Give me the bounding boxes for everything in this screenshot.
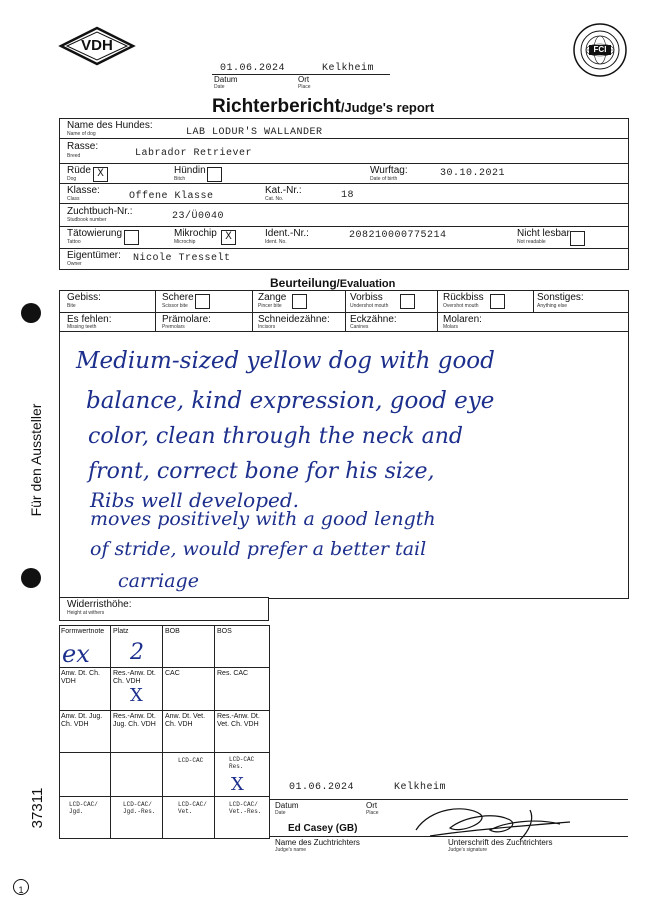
lcd-cac-stamp: LCD-CAC bbox=[178, 757, 204, 764]
fci-logo bbox=[572, 22, 628, 78]
dob-sub: Date of birth bbox=[370, 176, 398, 182]
unreadable-checkbox[interactable] bbox=[570, 231, 585, 246]
lcd-cac-jgd-stamp: LCD-CAC/ Jgd. bbox=[69, 801, 98, 815]
owner-label: Eigentümer: bbox=[67, 250, 121, 261]
chip-label: Mikrochip bbox=[174, 228, 217, 239]
footer-judge-sub: Judge's name bbox=[275, 847, 306, 853]
chip-sub: Microchip bbox=[174, 239, 196, 245]
overshot-sub: Overshot mouth bbox=[443, 303, 479, 309]
grade-value: ex bbox=[62, 640, 90, 668]
res-anw-dt-ch: Res.-Anw. Dt. Ch. VDH bbox=[113, 670, 156, 685]
vdh-logo bbox=[58, 25, 136, 67]
footer-place-sub: Place bbox=[366, 810, 379, 816]
page-number-circle bbox=[13, 879, 29, 895]
col-divider bbox=[437, 290, 438, 332]
vdh-logo-text: VDH bbox=[81, 37, 113, 54]
grid-row bbox=[59, 667, 269, 668]
breed-sub: Breed bbox=[67, 153, 81, 159]
undershot-label: Vorbiss bbox=[350, 292, 383, 303]
studbook-sub: Studbook number bbox=[67, 217, 107, 223]
row-divider bbox=[59, 163, 628, 164]
female-label: Hündin bbox=[174, 165, 206, 176]
place-label: Platz bbox=[113, 628, 129, 635]
female-sub: Bitch bbox=[174, 176, 186, 182]
handwritten-line: of stride, would prefer a better tail bbox=[90, 538, 427, 560]
bite-label: Gebiss: bbox=[67, 292, 101, 303]
fci-logo-text: FCI bbox=[593, 45, 607, 54]
missing-sub: Missing teeth bbox=[67, 324, 97, 330]
res-anw-vet-ch: Res.-Anw. Dt. Vet. Ch. VDH bbox=[217, 713, 260, 728]
overshot-checkbox[interactable] bbox=[490, 294, 505, 309]
row-divider bbox=[59, 331, 628, 332]
doc-number: 37311 bbox=[29, 787, 46, 829]
owner-value: Nicole Tresselt bbox=[133, 253, 231, 264]
unreadable-label: Nicht lesbar bbox=[517, 228, 570, 239]
premolars-sub: Premolars bbox=[162, 324, 185, 330]
ident-label: Ident.-Nr.: bbox=[265, 228, 309, 239]
ident-value: 208210000775214 bbox=[349, 230, 447, 241]
lcd-cac-res-stamp: LCD-CAC Res. bbox=[229, 756, 255, 770]
grid-row bbox=[59, 752, 269, 753]
footer-signature-sub: Judge's signature bbox=[448, 847, 488, 853]
lcd-cac-vet-stamp: LCD-CAC/ Vet. bbox=[178, 801, 207, 815]
punch-hole-bottom bbox=[21, 568, 41, 588]
undershot-sub: Undershot mouth bbox=[350, 303, 389, 309]
lcd-cac-vet-res-stamp: LCD-CAC/ Vet.-Res. bbox=[229, 801, 262, 815]
breed-value: Labrador Retriever bbox=[135, 148, 253, 159]
canines-label: Eckzähne: bbox=[350, 314, 397, 325]
dob-value: 30.10.2021 bbox=[440, 168, 506, 179]
footer-date-sub: Date bbox=[275, 810, 286, 816]
studbook-label: Zuchtbuch-Nr.: bbox=[67, 206, 133, 217]
molars-sub: Molars bbox=[443, 324, 459, 330]
row-divider bbox=[59, 183, 628, 184]
handwritten-line: moves positively with a good length bbox=[90, 508, 436, 530]
pincer-label: Zange bbox=[258, 292, 287, 303]
undershot-checkbox[interactable] bbox=[400, 294, 415, 309]
male-label: Rüde bbox=[67, 165, 91, 176]
pincer-sub: Pincer bite bbox=[258, 303, 282, 309]
other-label: Sonstiges: bbox=[537, 292, 584, 303]
dog-name-label: Name des Hundes: bbox=[67, 120, 153, 131]
handwritten-line: Ribs well developed. bbox=[90, 488, 299, 512]
dog-name-value: LAB LODUR'S WALLANDER bbox=[186, 127, 323, 138]
res-cac: Res. CAC bbox=[217, 670, 249, 677]
anw-vet-ch: Anw. Dt. Vet. Ch. VDH bbox=[165, 713, 206, 728]
owner-sub: Owner bbox=[67, 261, 82, 267]
evaluation-title-main: Beurteilung bbox=[270, 276, 337, 290]
handwritten-line: Medium-sized yellow dog with good bbox=[76, 348, 495, 374]
breed-label: Rasse: bbox=[67, 141, 99, 152]
grade-label: Formwertnote bbox=[61, 628, 105, 635]
bos-label: BOS bbox=[217, 628, 232, 635]
col-divider bbox=[533, 290, 534, 312]
scissor-sub: Scissor bite bbox=[162, 303, 188, 309]
grid-col bbox=[214, 625, 215, 839]
page-title bbox=[212, 96, 434, 118]
grid-row bbox=[59, 710, 269, 711]
res-anw-jug-ch: Res.-Anw. Dt. Jug. Ch. VDH bbox=[113, 713, 156, 728]
row-divider bbox=[59, 312, 628, 313]
incisors-label: Schneidezähne: bbox=[258, 314, 330, 325]
studbook-value: 23/Ü0040 bbox=[172, 211, 225, 222]
molars-label: Molaren: bbox=[443, 314, 482, 325]
header-place-label: Ort bbox=[298, 75, 310, 84]
footer-judge-label: Name des Zuchtrichters bbox=[275, 838, 360, 847]
tattoo-checkbox[interactable] bbox=[124, 230, 139, 245]
grid-row bbox=[59, 796, 269, 797]
handwritten-line: carriage bbox=[118, 570, 199, 592]
other-sub: Anything else bbox=[537, 303, 568, 309]
page-title-suffix: /Judge's report bbox=[340, 100, 435, 115]
lcd-cac-jgd-res-stamp: LCD-CAC/ Jgd.-Res. bbox=[123, 801, 156, 815]
chip-check-mark: X bbox=[225, 231, 232, 243]
row-divider bbox=[59, 226, 628, 227]
handwritten-line: color, clean through the neck and bbox=[88, 424, 463, 449]
col-divider bbox=[345, 290, 346, 332]
catno-label: Kat.-Nr.: bbox=[265, 185, 302, 196]
male-sub: Dog bbox=[67, 176, 77, 182]
tattoo-sub: Tattoo bbox=[67, 239, 81, 245]
unreadable-sub: Not readable bbox=[517, 239, 546, 245]
class-sub: Class bbox=[67, 196, 80, 202]
ident-sub: Ident. No. bbox=[265, 239, 287, 245]
overshot-label: Rückbiss bbox=[443, 292, 484, 303]
res-anw-mark: X bbox=[130, 685, 143, 706]
header-place-value: Kelkheim bbox=[322, 63, 375, 74]
pincer-checkbox[interactable] bbox=[292, 294, 307, 309]
handwritten-line: balance, kind expression, good eye bbox=[86, 388, 495, 414]
female-checkbox[interactable] bbox=[207, 167, 222, 182]
cac: CAC bbox=[165, 670, 180, 677]
dog-name-sub: Name of dog bbox=[67, 131, 96, 137]
footer-place-label: Ort bbox=[366, 801, 378, 810]
judge-signature bbox=[410, 800, 580, 850]
col-divider bbox=[155, 290, 156, 332]
anw-jug-ch: Anw. Dt. Jug. Ch. VDH bbox=[61, 713, 103, 728]
incisors-sub: Incisors bbox=[258, 324, 276, 330]
footer-date-value: 01.06.2024 bbox=[289, 782, 355, 793]
header-date-label: Datum bbox=[214, 75, 238, 84]
col-divider bbox=[252, 290, 253, 332]
footer-judge-value: Ed Casey (GB) bbox=[288, 823, 358, 834]
punch-hole-top bbox=[21, 303, 41, 323]
row-divider bbox=[59, 203, 628, 204]
catno-sub: Cat. No. bbox=[265, 196, 284, 202]
header-place-sub: Place bbox=[298, 84, 311, 90]
scissor-label: Schere bbox=[162, 292, 194, 303]
anw-dt-ch: Anw. Dt. Ch. VDH bbox=[61, 670, 100, 685]
page-title-main: Richterbericht bbox=[212, 96, 341, 117]
tattoo-label: Tätowierung bbox=[67, 228, 123, 239]
footer-signature-label: Unterschrift des Zuchtrichters bbox=[448, 838, 553, 847]
row-divider bbox=[59, 248, 628, 249]
row-divider bbox=[59, 138, 628, 139]
canines-sub: Canines bbox=[350, 324, 369, 330]
premolars-label: Prämolare: bbox=[162, 314, 211, 325]
page-number: 1 bbox=[18, 885, 24, 895]
bite-sub: Bite bbox=[67, 303, 76, 309]
grid-col bbox=[162, 625, 163, 839]
lcd-cac-res-mark: X bbox=[231, 774, 244, 795]
side-text: Für den Aussteller bbox=[28, 403, 44, 517]
scissor-checkbox[interactable] bbox=[195, 294, 210, 309]
chip-checkbox[interactable] bbox=[221, 230, 236, 245]
height-sub: Height at withers bbox=[67, 610, 105, 616]
header-date-value: 01.06.2024 bbox=[220, 63, 286, 74]
male-check-mark: X bbox=[97, 168, 104, 180]
missing-label: Es fehlen: bbox=[67, 314, 112, 325]
evaluation-title-suffix: /Evaluation bbox=[336, 278, 396, 290]
class-value: Offene Klasse bbox=[129, 191, 214, 202]
place-value: 2 bbox=[130, 640, 144, 665]
class-label: Klasse: bbox=[67, 185, 100, 196]
dob-label: Wurftag: bbox=[370, 165, 408, 176]
header-date-sub: Date bbox=[214, 84, 225, 90]
bob-label: BOB bbox=[165, 628, 180, 635]
height-label: Widerristhöhe: bbox=[67, 599, 132, 610]
male-checkbox[interactable] bbox=[93, 167, 108, 182]
footer-date-label: Datum bbox=[275, 801, 299, 810]
catno-value: 18 bbox=[341, 190, 355, 201]
footer-place-value: Kelkheim bbox=[394, 782, 447, 793]
handwritten-line: front, correct bone for his size, bbox=[88, 459, 435, 484]
grid-col bbox=[110, 625, 111, 839]
